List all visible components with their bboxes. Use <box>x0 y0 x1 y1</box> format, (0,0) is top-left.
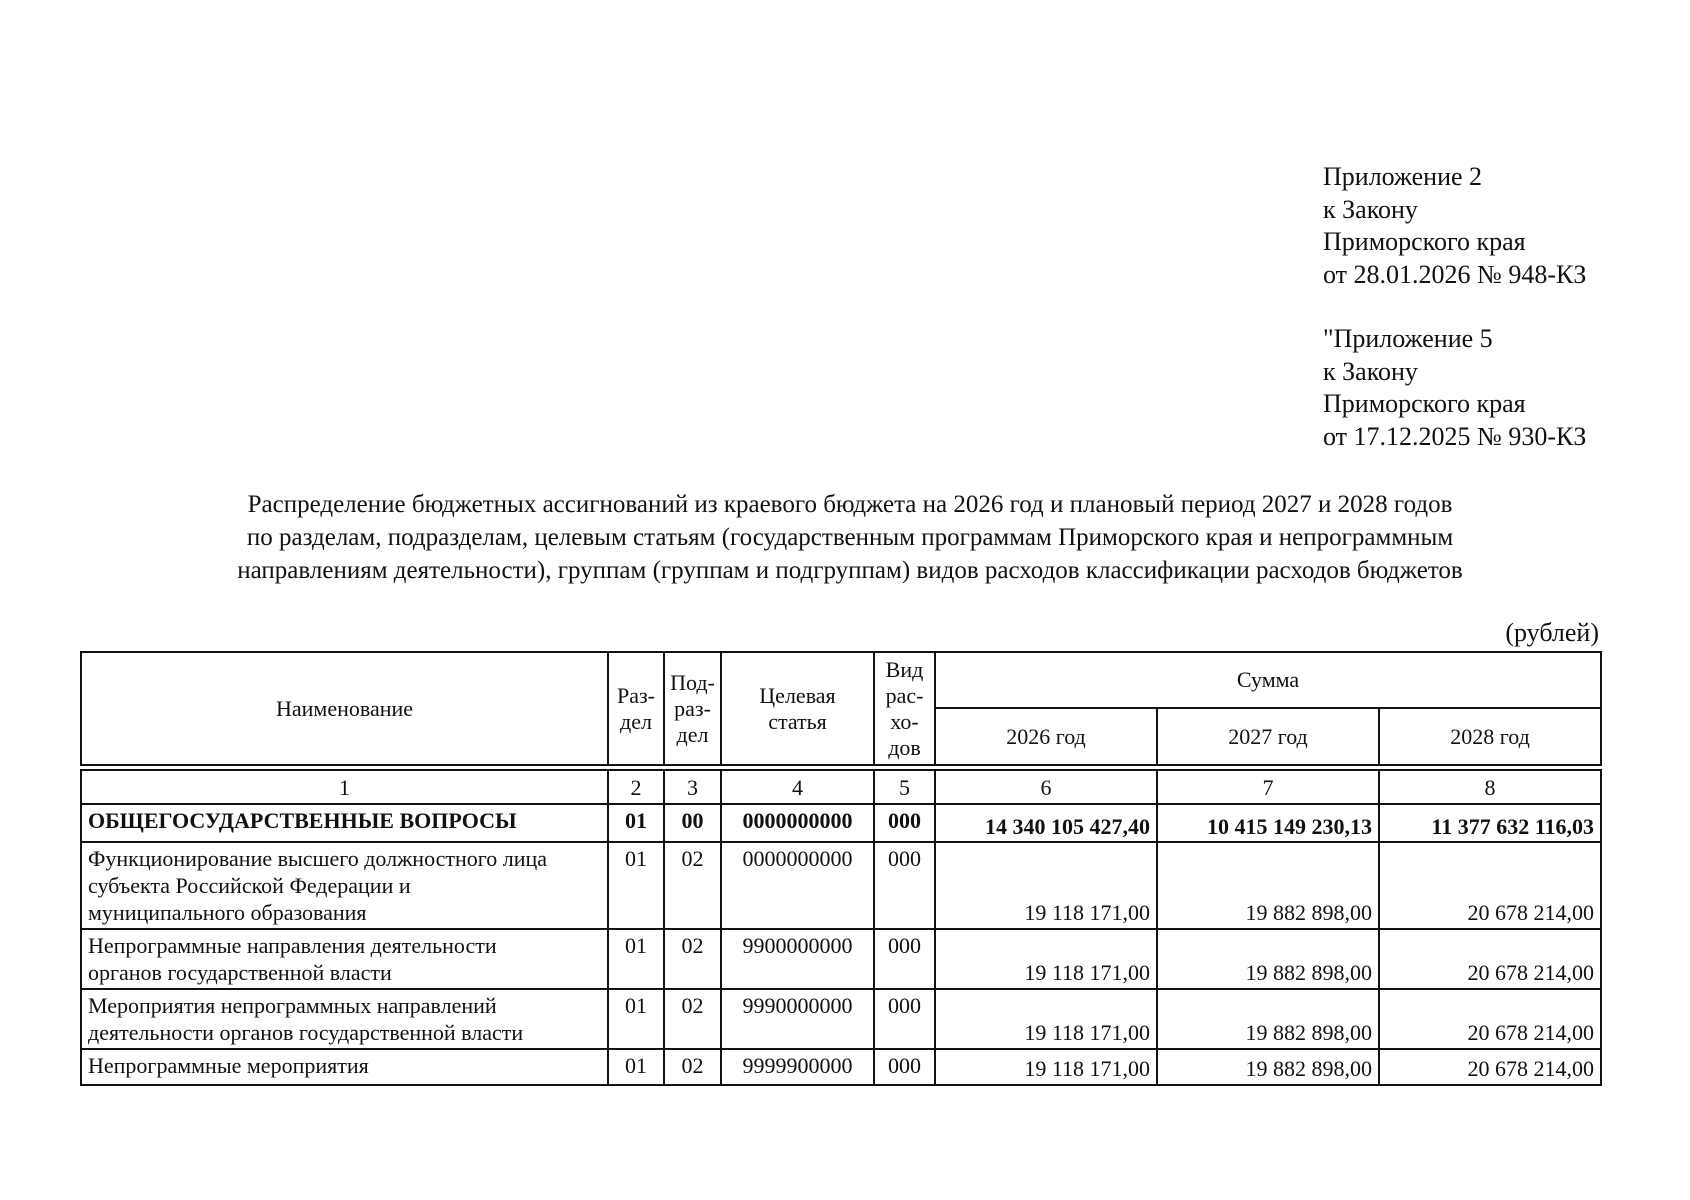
header-year-2026: 2026 год <box>935 708 1157 765</box>
appendix-line: к Закону <box>1323 194 1418 224</box>
column-number: 3 <box>664 770 721 804</box>
appendix-line: "Приложение 5 <box>1323 324 1493 353</box>
header-summa: Сумма <box>935 652 1601 708</box>
row-razdel: 01 <box>608 1049 664 1085</box>
appendix-reference <box>1323 161 1586 453</box>
appendix-line: Приморского края <box>1323 389 1526 418</box>
row-vid: 000 <box>874 804 935 842</box>
row-sum-2028: 20 678 214,00 <box>1379 842 1601 929</box>
budget-table <box>80 769 1602 1086</box>
table-header <box>80 651 1602 766</box>
table-row <box>81 989 1601 1049</box>
row-razdel: 01 <box>608 989 664 1049</box>
row-sum-2027: 19 882 898,00 <box>1157 929 1379 989</box>
row-statya: 0000000000 <box>721 804 874 842</box>
column-number: 2 <box>608 770 664 804</box>
row-statya: 9900000000 <box>721 929 874 989</box>
appendix-line: Приложение 2 <box>1323 162 1483 191</box>
row-sum-2028: 20 678 214,00 <box>1379 1049 1601 1085</box>
appendix-line: от 17.12.2025 № 930-КЗ <box>1323 421 1587 451</box>
row-sum-2026: 19 118 171,00 <box>935 842 1157 929</box>
column-number: 4 <box>721 770 874 804</box>
row-sum-2027: 19 882 898,00 <box>1157 1049 1379 1085</box>
header-year-2027: 2027 год <box>1157 708 1379 765</box>
column-number: 6 <box>935 770 1157 804</box>
appendix-line: к Закону <box>1323 356 1418 386</box>
row-vid: 000 <box>874 989 935 1049</box>
header-year-2028: 2028 год <box>1379 708 1601 765</box>
title-line: направлениям деятельности), группам (группам и подгруппам) видов расходов классификации расходов бюджетов <box>237 557 1463 584</box>
row-sum-2027: 19 882 898,00 <box>1157 989 1379 1049</box>
unit-label: (рублей) <box>1505 618 1599 647</box>
document-title <box>90 488 1610 587</box>
appendix-line: от 28.01.2026 № 948-КЗ <box>1323 259 1587 289</box>
row-razdel: 01 <box>608 804 664 842</box>
row-sum-2027: 19 882 898,00 <box>1157 842 1379 929</box>
column-number: 5 <box>874 770 935 804</box>
appendix-line: Приморского края <box>1323 227 1526 256</box>
row-razdel: 01 <box>608 929 664 989</box>
row-podrazdel: 02 <box>664 1049 721 1085</box>
title-line: Распределение бюджетных ассигнований из краевого бюджета на 2026 год и плановый период 2027 и 2028 годов <box>247 491 1453 518</box>
table-row <box>81 1049 1601 1085</box>
table-row <box>81 842 1601 929</box>
row-sum-2026: 14 340 105 427,40 <box>935 804 1157 842</box>
header-razdel: Раз- дел <box>608 652 664 765</box>
header-statya: Целевая статья <box>721 652 874 765</box>
row-sum-2026: 19 118 171,00 <box>935 929 1157 989</box>
row-statya: 0000000000 <box>721 842 874 929</box>
title-line: по разделам, подразделам, целевым статьям (государственным программам Приморского края и непрограммным <box>246 524 1454 551</box>
row-name: ОБЩЕГОСУДАРСТВЕННЫЕ ВОПРОСЫ <box>81 804 608 842</box>
row-vid: 000 <box>874 842 935 929</box>
row-sum-2026: 19 118 171,00 <box>935 989 1157 1049</box>
table-row <box>81 929 1601 989</box>
row-vid: 000 <box>874 1049 935 1085</box>
column-number-row <box>81 770 1601 804</box>
row-podrazdel: 00 <box>664 804 721 842</box>
row-sum-2028: 20 678 214,00 <box>1379 929 1601 989</box>
row-name: Мероприятия непрограммных направлений деятельности органов государственной власти <box>81 989 608 1049</box>
row-vid: 000 <box>874 929 935 989</box>
row-sum-2026: 19 118 171,00 <box>935 1049 1157 1085</box>
row-sum-2027: 10 415 149 230,13 <box>1157 804 1379 842</box>
row-statya: 9999900000 <box>721 1049 874 1085</box>
table-row <box>81 804 1601 842</box>
row-podrazdel: 02 <box>664 989 721 1049</box>
row-razdel: 01 <box>608 842 664 929</box>
header-name: Наименование <box>81 652 608 765</box>
row-podrazdel: 02 <box>664 842 721 929</box>
row-name: Функционирование высшего должностного лица субъекта Российской Федерации и муниципального образования <box>81 842 608 929</box>
row-podrazdel: 02 <box>664 929 721 989</box>
header-podrazdel: Под- раз- дел <box>664 652 721 765</box>
column-number: 1 <box>81 770 608 804</box>
column-number: 8 <box>1379 770 1601 804</box>
row-name: Непрограммные мероприятия <box>81 1049 608 1085</box>
row-statya: 9990000000 <box>721 989 874 1049</box>
column-number: 7 <box>1157 770 1379 804</box>
row-sum-2028: 11 377 632 116,03 <box>1379 804 1601 842</box>
row-name: Непрограммные направления деятельности органов государственной власти <box>81 929 608 989</box>
header-vid-rashodov: Вид рас- хо- дов <box>874 652 935 765</box>
row-sum-2028: 20 678 214,00 <box>1379 989 1601 1049</box>
